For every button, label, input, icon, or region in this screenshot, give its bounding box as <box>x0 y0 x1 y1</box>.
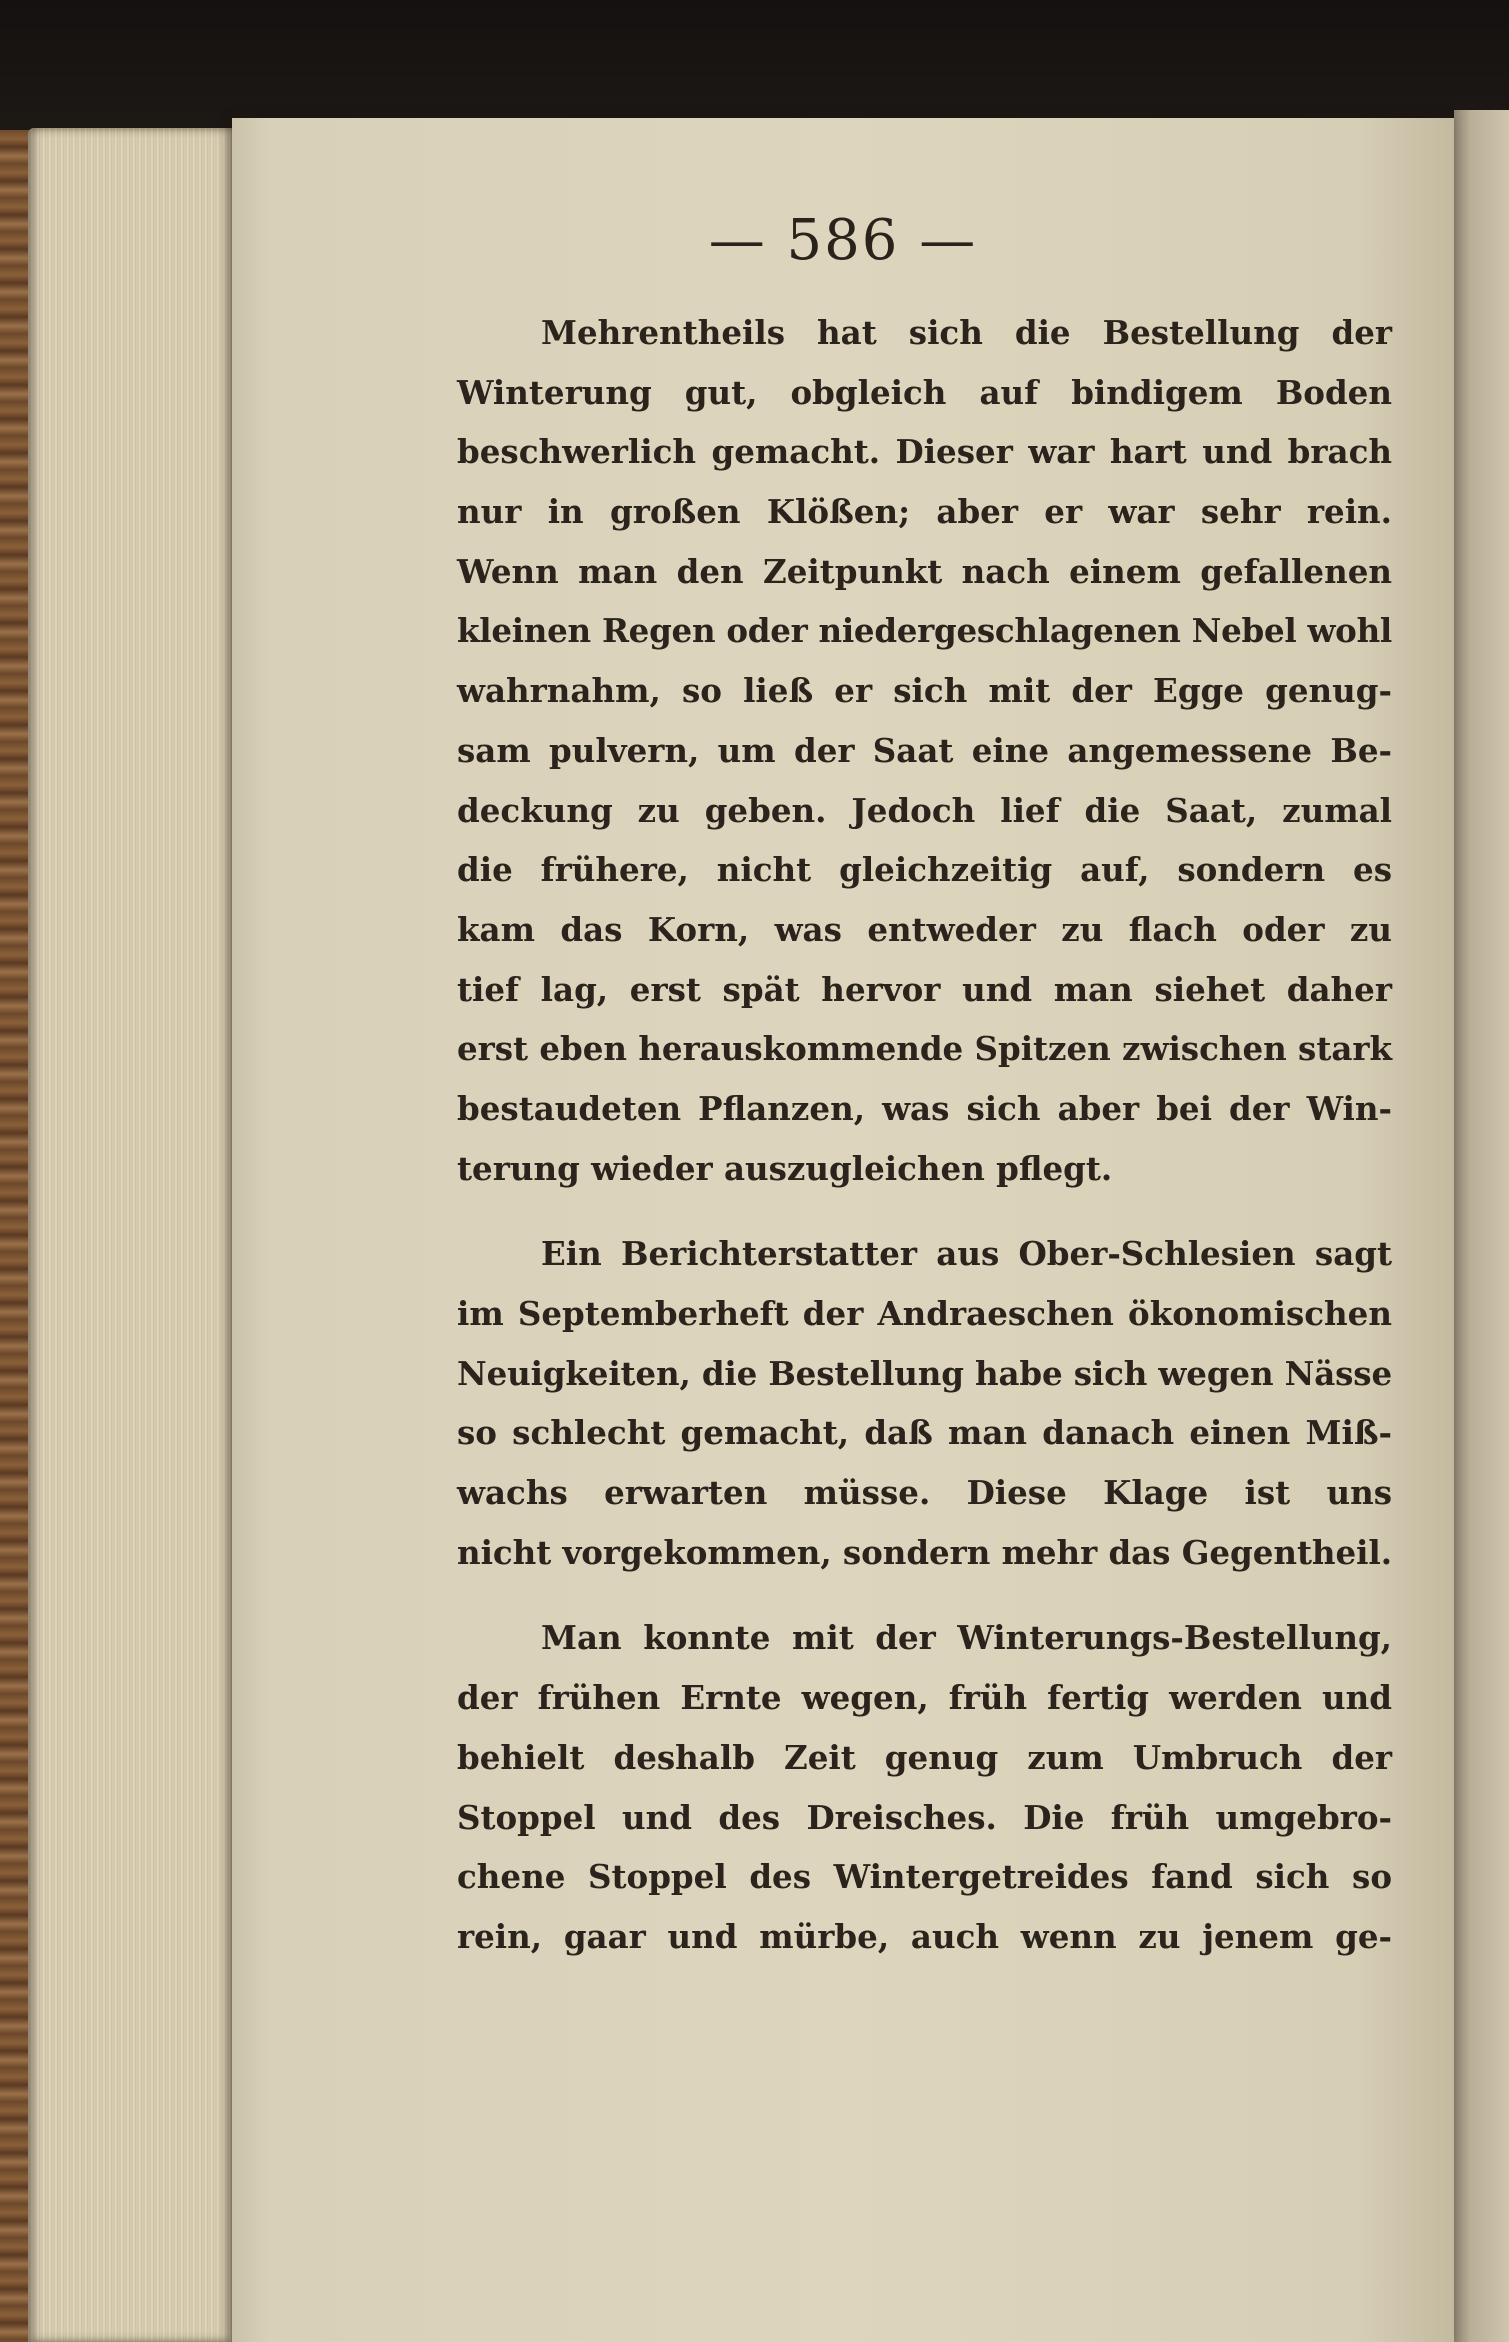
text-line: die frühere, nicht gleichzeitig auf, sondern es <box>457 850 1392 890</box>
text-line: kleinen Regen oder niedergeschlagenen Nebel wohl <box>457 611 1392 651</box>
body-text <box>457 303 1392 1967</box>
text-line: Winterung gut, obgleich auf bindigem Boden <box>457 372 1392 412</box>
text-line: chene Stoppel des Wintergetreides fand sich so <box>457 1857 1392 1897</box>
text-line: deckung zu geben. Jedoch lief die Saat, zumal <box>457 790 1392 830</box>
text-line: rein, gaar und mürbe, auch wenn zu jenem ge- <box>457 1916 1392 1956</box>
text-line: wachs erwarten müsse. Diese Klage ist uns <box>457 1473 1392 1513</box>
leather-binding <box>0 130 30 2342</box>
text-line: Mehrentheils hat sich die Bestellung der <box>541 313 1392 352</box>
text-line: Neuigkeiten, die Bestellung habe sich wegen Nässe <box>457 1353 1392 1393</box>
text-line: tief lag, erst spät hervor und man siehet daher <box>457 969 1392 1009</box>
text-line: erst eben herauskommende Spitzen zwischen stark <box>457 1029 1392 1069</box>
paragraph-2 <box>457 1224 1392 1582</box>
text-line: nicht vorgekommen, sondern mehr das Gegentheil. <box>457 1532 1392 1572</box>
text-line: Man konnte mit der Winterungs-Bestellung, <box>541 1618 1392 1658</box>
text-line: Ein Berichterstatter aus Ober-Schlesien sagt <box>541 1234 1392 1274</box>
page-number: — 586 — <box>708 208 978 273</box>
text-line: kam das Korn, was entweder zu flach oder zu <box>457 909 1392 949</box>
paragraph-1 <box>457 303 1392 1198</box>
text-line: sam pulvern, um der Saat eine angemessene Be- <box>457 730 1392 770</box>
text-line: der frühen Ernte wegen, früh fertig werden und <box>457 1678 1392 1718</box>
text-line: nur in großen Klößen; aber er war sehr rein. <box>457 492 1392 532</box>
text-line: so schlecht gemacht, daß man danach einen Miß- <box>457 1413 1392 1453</box>
text-line: terung wieder auszugleichen pflegt. <box>457 1148 1113 1188</box>
text-line: behielt deshalb Zeit genug zum Umbruch der <box>457 1737 1392 1777</box>
facing-page-edge <box>1454 110 1509 2342</box>
text-line: wahrnahm, so ließ er sich mit der Egge genug- <box>457 671 1392 711</box>
text-line: Stoppel und des Dreisches. Die früh umgebro- <box>457 1797 1392 1837</box>
text-line: beschwerlich gemacht. Dieser war hart und brach <box>457 432 1392 472</box>
paragraph-3 <box>457 1608 1392 1966</box>
book-page <box>232 118 1454 2342</box>
text-line: Wenn man den Zeitpunkt nach einem gefallenen <box>457 551 1392 591</box>
text-line: im Septemberheft der Andraeschen ökonomischen <box>457 1294 1392 1333</box>
text-line: bestaudeten Pflanzen, was sich aber bei der Win- <box>457 1088 1392 1128</box>
page-edges <box>28 128 238 2342</box>
